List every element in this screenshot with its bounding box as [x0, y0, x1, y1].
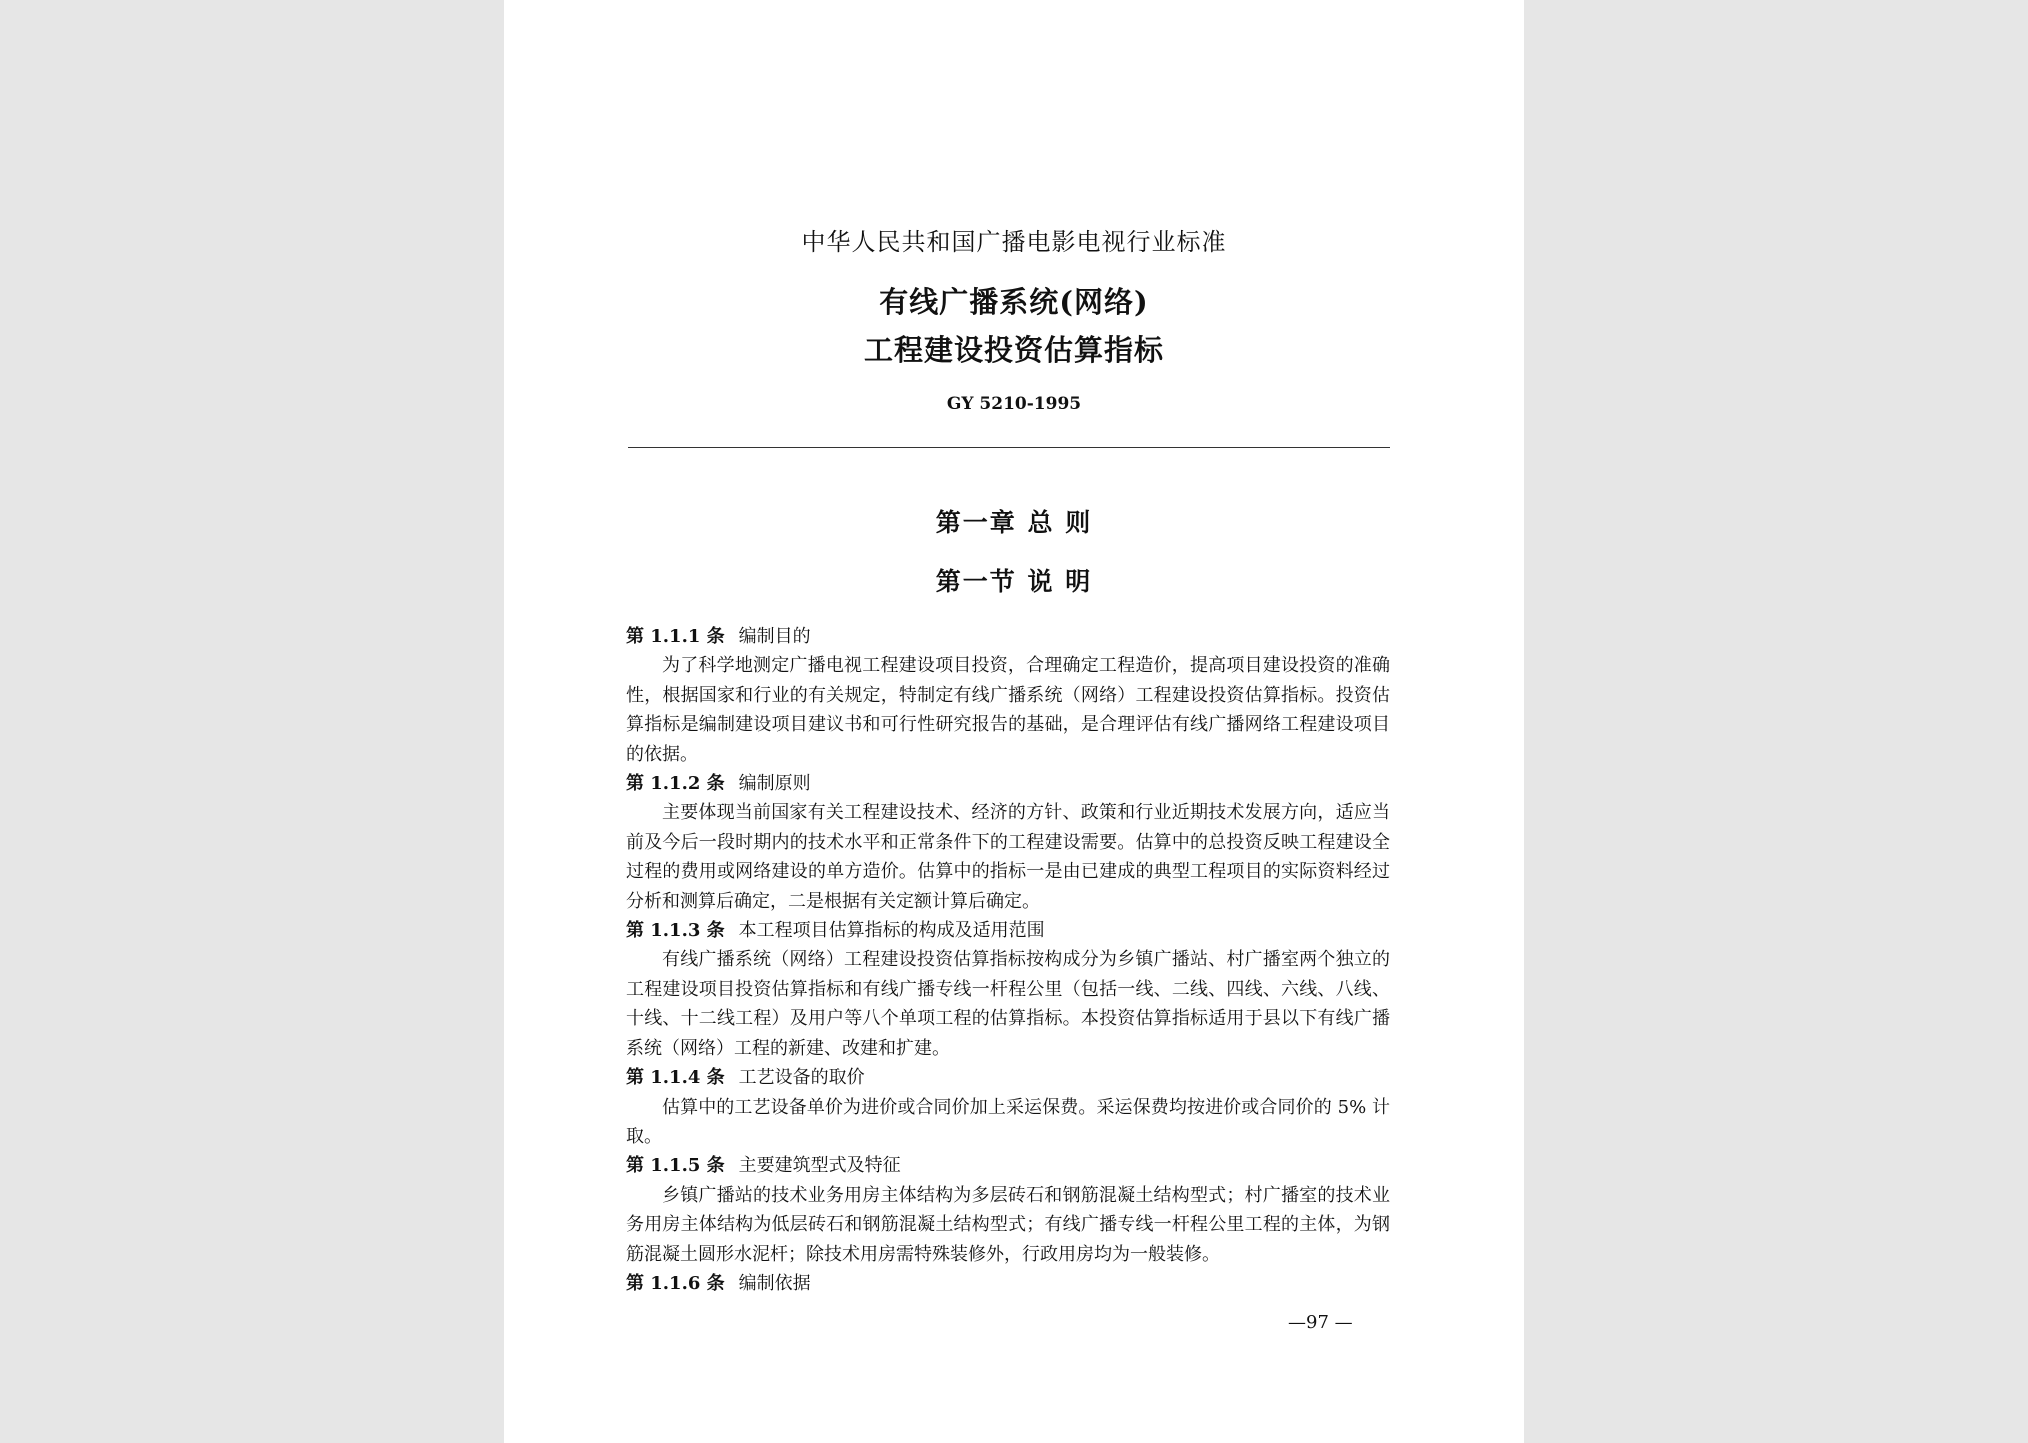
- article-title: 主要建筑型式及特征: [738, 1155, 901, 1177]
- page-number: —97 —: [1288, 1312, 1353, 1333]
- article-title: 编制原则: [738, 773, 811, 795]
- document-body: [626, 622, 1390, 1298]
- standard-code: GY 5210-1995: [946, 394, 1082, 414]
- article-title: 编制目的: [738, 626, 811, 647]
- article-number: 第 1.1.4 条: [626, 1067, 725, 1089]
- section-heading: 第一节 说 明: [935, 567, 1093, 596]
- article-heading: [626, 1151, 1390, 1180]
- article-number: 第 1.1.5 条: [626, 1155, 725, 1177]
- article-heading: [626, 622, 1390, 651]
- article-heading: [626, 916, 1390, 945]
- article-heading: [626, 1269, 1390, 1298]
- header-divider: [628, 447, 1390, 448]
- article-paragraph: 主要体现当前国家有关工程建设技术、经济的方针、政策和行业近期技术发展方向，适应当前及今后一段时期内的技术水平和正常条件下的工程建设需要。估算中的总投资反映工程建设全过程的费用或网络建设的单方造价。估算中的指标一是由已建成的典型工程项目的实际资料经过分析和测算后确定，二是根据有关定额计算后确定。: [626, 802, 1390, 912]
- article-number: 第 1.1.1 条: [626, 626, 725, 647]
- document-title-line2: 工程建设投资估算指标: [863, 333, 1164, 367]
- article-paragraph: 乡镇广播站的技术业务用房主体结构为多层砖石和钢筋混凝土结构型式；村广播室的技术业务用房主体结构为低层砖石和钢筋混凝土结构型式；有线广播专线一杆程公里工程的主体，为钢筋混凝土圆形水泥杆；除技术用房需特殊装修外，行政用房均为一般装修。: [626, 1184, 1390, 1265]
- document-title-line1: 有线广播系统(网络): [879, 285, 1149, 319]
- article-title: 编制依据: [738, 1272, 811, 1294]
- article-paragraph: 为了科学地测定广播电视工程建设项目投资，合理确定工程造价，提高项目建设投资的准确性，根据国家和行业的有关规定，特制定有线广播系统（网络）工程建设投资估算指标。投资估算指标是编制建设项目建议书和可行性研究报告的基础，是合理评估有线广播网络工程建设项目的依据。: [626, 655, 1390, 765]
- article-paragraph: 有线广播系统（网络）工程建设投资估算指标按构成分为乡镇广播站、村广播室两个独立的工程建设项目投资估算指标和有线广播专线一杆程公里（包括一线、二线、四线、六线、八线、十线、十二线工程）及用户等八个单项工程的估算指标。本投资估算指标适用于县以下有线广播系统（网络）工程的新建、改建和扩建。: [626, 949, 1390, 1059]
- standard-label: 中华人民共和国广播电影电视行业标准: [801, 228, 1227, 256]
- article-title: 工艺设备的取价: [738, 1067, 865, 1089]
- article-number: 第 1.1.2 条: [626, 773, 725, 795]
- chapter-heading: 第一章 总 则: [935, 508, 1093, 537]
- article-paragraph: 估算中的工艺设备单价为进价或合同价加上采运保费。采运保费均按进价或合同价的 5% 计取。: [626, 1096, 1390, 1147]
- article-title: 本工程项目估算指标的构成及适用范围: [738, 920, 1045, 942]
- document-page: [504, 0, 1524, 1443]
- article-heading: [626, 769, 1390, 798]
- article-number: 第 1.1.3 条: [626, 920, 725, 942]
- article-number: 第 1.1.6 条: [626, 1272, 725, 1294]
- article-heading: [626, 1063, 1390, 1092]
